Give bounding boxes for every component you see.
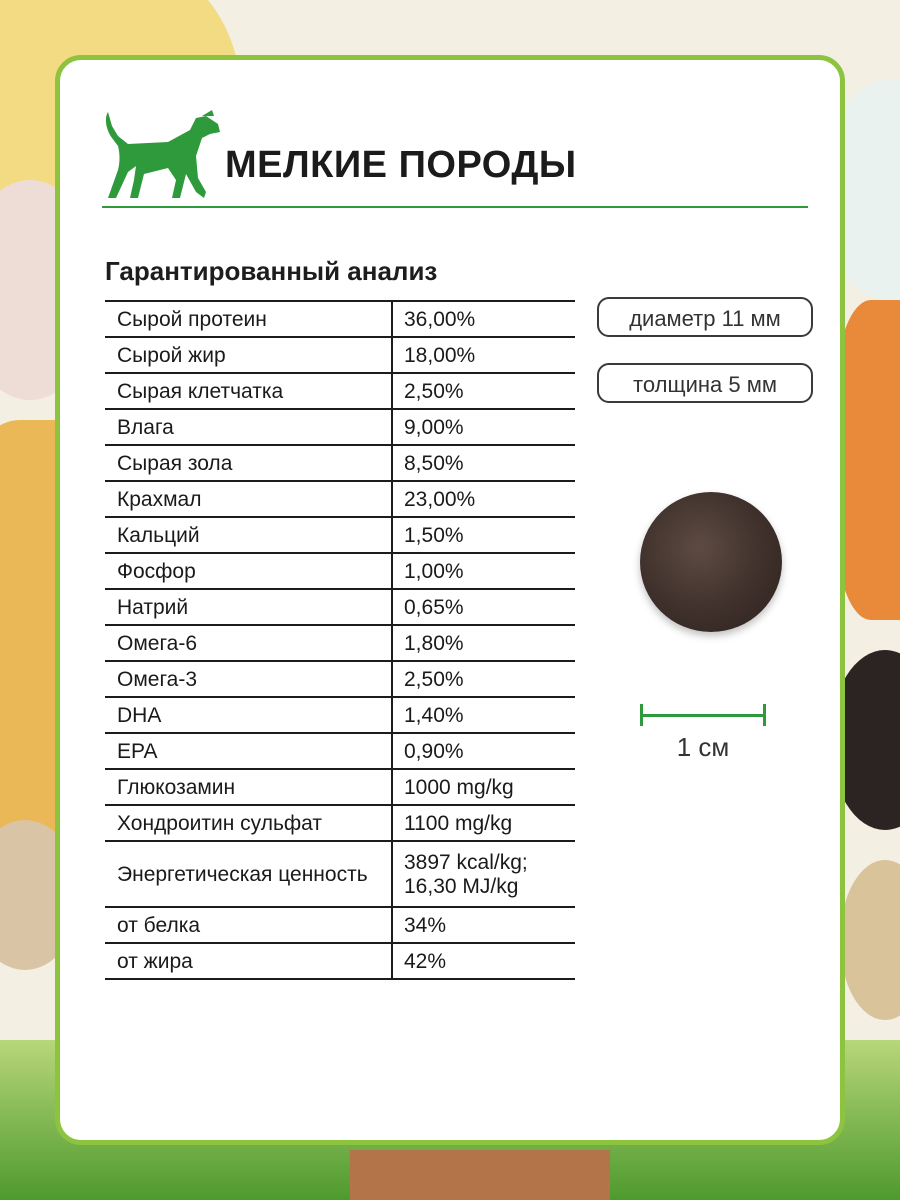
table-row — [105, 661, 575, 697]
row-label: Энергетическая ценность — [105, 841, 392, 907]
row-value: 2,50% — [392, 373, 575, 409]
header — [102, 108, 808, 212]
analysis-title: Гарантированный анализ — [105, 256, 438, 286]
row-value: 9,00% — [392, 409, 575, 445]
table-row — [105, 445, 575, 481]
row-value: 18,00% — [392, 337, 575, 373]
table-row — [105, 769, 575, 805]
row-label: от жира — [105, 943, 392, 979]
row-label: Сырая зола — [105, 445, 392, 481]
dog-icon — [102, 108, 222, 204]
table-row — [105, 841, 575, 907]
row-label: Сырой жир — [105, 337, 392, 373]
row-value: 1,80% — [392, 625, 575, 661]
row-label: Омега-3 — [105, 661, 392, 697]
scale-label: 1 см — [676, 732, 730, 762]
row-value: 1000 mg/kg — [392, 769, 575, 805]
row-label: Сырая клетчатка — [105, 373, 392, 409]
info-card — [55, 55, 845, 1145]
scale-bar-right-tick — [763, 704, 766, 726]
page-title: МЕЛКИЕ ПОРОДЫ — [225, 144, 577, 186]
row-label: Крахмал — [105, 481, 392, 517]
row-label: Влага — [105, 409, 392, 445]
row-value: 1,50% — [392, 517, 575, 553]
table-row — [105, 481, 575, 517]
table-row — [105, 373, 575, 409]
table-row — [105, 517, 575, 553]
diameter-badge: диаметр 11 мм — [597, 297, 813, 337]
row-label: Сырой протеин — [105, 301, 392, 337]
table-row — [105, 625, 575, 661]
row-value: 0,65% — [392, 589, 575, 625]
row-label: Омега-6 — [105, 625, 392, 661]
kibble-image — [640, 492, 782, 632]
row-value: 1100 mg/kg — [392, 805, 575, 841]
row-label: Глюкозамин — [105, 769, 392, 805]
table-row — [105, 337, 575, 373]
thickness-badge: толщина 5 мм — [597, 363, 813, 403]
row-value: 36,00% — [392, 301, 575, 337]
row-label: от белка — [105, 907, 392, 943]
row-value: 34% — [392, 907, 575, 943]
row-value: 1,00% — [392, 553, 575, 589]
table-row — [105, 943, 575, 979]
table-row — [105, 805, 575, 841]
row-label: DHA — [105, 697, 392, 733]
header-divider — [102, 206, 808, 208]
scale-bar — [640, 714, 764, 717]
row-value: 2,50% — [392, 661, 575, 697]
row-label: EPA — [105, 733, 392, 769]
table-row — [105, 697, 575, 733]
table-row — [105, 301, 575, 337]
analysis-table — [105, 300, 575, 980]
row-value: 8,50% — [392, 445, 575, 481]
row-label: Хондроитин сульфат — [105, 805, 392, 841]
row-value: 3897 kcal/kg; 16,30 MJ/kg — [392, 841, 575, 907]
row-value: 42% — [392, 943, 575, 979]
row-value: 0,90% — [392, 733, 575, 769]
row-label: Натрий — [105, 589, 392, 625]
row-value: 23,00% — [392, 481, 575, 517]
table-row — [105, 589, 575, 625]
row-label: Кальций — [105, 517, 392, 553]
row-value: 1,40% — [392, 697, 575, 733]
table-row — [105, 733, 575, 769]
row-label: Фосфор — [105, 553, 392, 589]
table-row — [105, 553, 575, 589]
table-row — [105, 907, 575, 943]
table-row — [105, 409, 575, 445]
